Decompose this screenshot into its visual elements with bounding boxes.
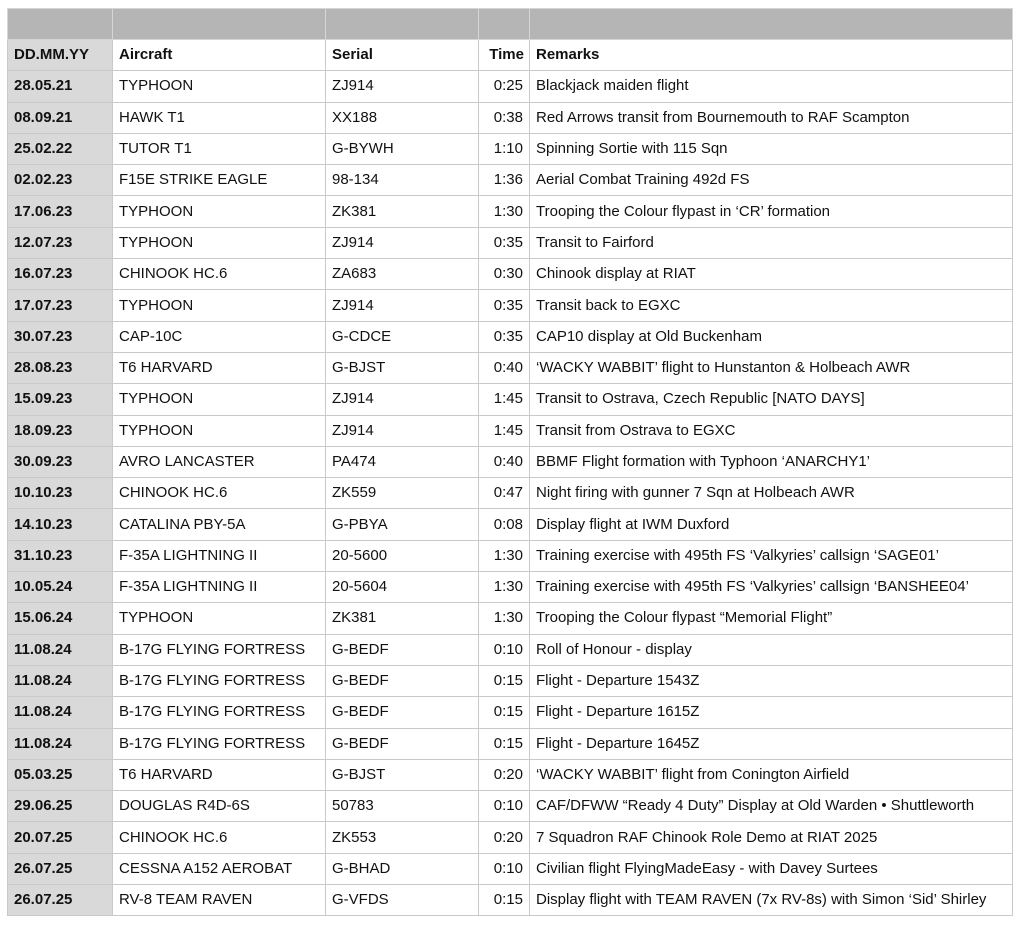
table-row	[8, 603, 1013, 634]
time-cell: 0:15	[479, 728, 530, 759]
time-cell: 0:35	[479, 321, 530, 352]
date-cell: 18.09.23	[8, 415, 113, 446]
table-row	[8, 697, 1013, 728]
date-cell: 11.08.24	[8, 697, 113, 728]
date-cell: 17.06.23	[8, 196, 113, 227]
table-row	[8, 259, 1013, 290]
serial-cell: G-BEDF	[326, 728, 479, 759]
time-cell: 1:45	[479, 384, 530, 415]
remarks-cell: Transit from Ostrava to EGXC	[530, 415, 1013, 446]
serial-cell: G-CDCE	[326, 321, 479, 352]
table-row	[8, 634, 1013, 665]
table-top-band	[8, 9, 1013, 40]
date-cell: 08.09.21	[8, 102, 113, 133]
time-cell: 0:20	[479, 759, 530, 790]
serial-cell: ZK381	[326, 196, 479, 227]
aircraft-cell: HAWK T1	[113, 102, 326, 133]
date-cell: 28.05.21	[8, 71, 113, 102]
date-cell: 16.07.23	[8, 259, 113, 290]
serial-cell: ZJ914	[326, 71, 479, 102]
aircraft-cell: B-17G FLYING FORTRESS	[113, 697, 326, 728]
remarks-cell: Transit back to EGXC	[530, 290, 1013, 321]
table-row	[8, 791, 1013, 822]
serial-cell: PA474	[326, 446, 479, 477]
aircraft-cell: CAP-10C	[113, 321, 326, 352]
remarks-cell: CAP10 display at Old Buckenham	[530, 321, 1013, 352]
aircraft-cell: CHINOOK HC.6	[113, 259, 326, 290]
time-cell: 1:30	[479, 603, 530, 634]
date-cell: 30.07.23	[8, 321, 113, 352]
date-cell: 11.08.24	[8, 728, 113, 759]
table-row	[8, 321, 1013, 352]
table-row	[8, 71, 1013, 102]
aircraft-cell: CHINOOK HC.6	[113, 478, 326, 509]
serial-cell: 20-5604	[326, 572, 479, 603]
serial-cell: ZJ914	[326, 290, 479, 321]
aircraft-cell: TYPHOON	[113, 603, 326, 634]
remarks-cell: Display flight with TEAM RAVEN (7x RV-8s) with Simon ‘Sid’ Shirley	[530, 885, 1013, 916]
remarks-cell: Spinning Sortie with 115 Sqn	[530, 133, 1013, 164]
remarks-cell: Red Arrows transit from Bournemouth to RAF Scampton	[530, 102, 1013, 133]
serial-cell: ZK559	[326, 478, 479, 509]
remarks-cell: Civilian flight FlyingMadeEasy - with Davey Surtees	[530, 853, 1013, 884]
time-cell: 0:15	[479, 665, 530, 696]
column-header-date: DD.MM.YY	[8, 40, 113, 71]
table-row	[8, 227, 1013, 258]
aircraft-cell: TYPHOON	[113, 290, 326, 321]
flight-log-table	[7, 8, 1013, 916]
flight-log-body	[8, 71, 1013, 916]
table-row	[8, 102, 1013, 133]
remarks-cell: Roll of Honour - display	[530, 634, 1013, 665]
remarks-cell: Flight - Departure 1615Z	[530, 697, 1013, 728]
aircraft-cell: DOUGLAS R4D-6S	[113, 791, 326, 822]
table-row	[8, 384, 1013, 415]
time-cell: 0:15	[479, 885, 530, 916]
remarks-cell: Flight - Departure 1645Z	[530, 728, 1013, 759]
table-row	[8, 759, 1013, 790]
date-cell: 15.09.23	[8, 384, 113, 415]
time-cell: 0:20	[479, 822, 530, 853]
aircraft-cell: F15E STRIKE EAGLE	[113, 165, 326, 196]
column-header-aircraft: Aircraft	[113, 40, 326, 71]
aircraft-cell: CATALINA PBY-5A	[113, 509, 326, 540]
aircraft-cell: CHINOOK HC.6	[113, 822, 326, 853]
date-cell: 25.02.22	[8, 133, 113, 164]
table-row	[8, 165, 1013, 196]
time-cell: 1:36	[479, 165, 530, 196]
remarks-cell: CAF/DFWW “Ready 4 Duty” Display at Old Warden • Shuttleworth	[530, 791, 1013, 822]
aircraft-cell: RV-8 TEAM RAVEN	[113, 885, 326, 916]
remarks-cell: Trooping the Colour flypast “Memorial Flight”	[530, 603, 1013, 634]
table-row	[8, 822, 1013, 853]
date-cell: 10.10.23	[8, 478, 113, 509]
time-cell: 0:35	[479, 227, 530, 258]
aircraft-cell: B-17G FLYING FORTRESS	[113, 634, 326, 665]
table-row	[8, 509, 1013, 540]
date-cell: 26.07.25	[8, 885, 113, 916]
time-cell: 0:40	[479, 446, 530, 477]
time-cell: 0:15	[479, 697, 530, 728]
serial-cell: 98-134	[326, 165, 479, 196]
aircraft-cell: T6 HARVARD	[113, 352, 326, 383]
aircraft-cell: TYPHOON	[113, 384, 326, 415]
remarks-cell: Transit to Ostrava, Czech Republic [NATO DAYS]	[530, 384, 1013, 415]
remarks-cell: Trooping the Colour flypast in ‘CR’ formation	[530, 196, 1013, 227]
aircraft-cell: TYPHOON	[113, 227, 326, 258]
date-cell: 14.10.23	[8, 509, 113, 540]
time-cell: 0:25	[479, 71, 530, 102]
remarks-cell: Flight - Departure 1543Z	[530, 665, 1013, 696]
remarks-cell: Aerial Combat Training 492d FS	[530, 165, 1013, 196]
aircraft-cell: TYPHOON	[113, 415, 326, 446]
table-row	[8, 540, 1013, 571]
serial-cell: ZA683	[326, 259, 479, 290]
aircraft-cell: TYPHOON	[113, 196, 326, 227]
aircraft-cell: B-17G FLYING FORTRESS	[113, 728, 326, 759]
table-row	[8, 572, 1013, 603]
serial-cell: ZK553	[326, 822, 479, 853]
remarks-cell: Training exercise with 495th FS ‘Valkyries’ callsign ‘BANSHEE04’	[530, 572, 1013, 603]
table-row	[8, 196, 1013, 227]
date-cell: 11.08.24	[8, 665, 113, 696]
column-header-serial: Serial	[326, 40, 479, 71]
serial-cell: ZJ914	[326, 227, 479, 258]
aircraft-cell: CESSNA A152 AEROBAT	[113, 853, 326, 884]
remarks-cell: Training exercise with 495th FS ‘Valkyries’ callsign ‘SAGE01’	[530, 540, 1013, 571]
time-cell: 1:45	[479, 415, 530, 446]
date-cell: 17.07.23	[8, 290, 113, 321]
band-cell	[479, 9, 530, 40]
serial-cell: 20-5600	[326, 540, 479, 571]
time-cell: 0:30	[479, 259, 530, 290]
column-header-remarks: Remarks	[530, 40, 1013, 71]
date-cell: 31.10.23	[8, 540, 113, 571]
remarks-cell: 7 Squadron RAF Chinook Role Demo at RIAT 2025	[530, 822, 1013, 853]
aircraft-cell: B-17G FLYING FORTRESS	[113, 665, 326, 696]
serial-cell: G-VFDS	[326, 885, 479, 916]
table-row	[8, 665, 1013, 696]
date-cell: 26.07.25	[8, 853, 113, 884]
band-cell	[8, 9, 113, 40]
table-row	[8, 478, 1013, 509]
serial-cell: G-BEDF	[326, 665, 479, 696]
aircraft-cell: T6 HARVARD	[113, 759, 326, 790]
time-cell: 1:30	[479, 572, 530, 603]
date-cell: 20.07.25	[8, 822, 113, 853]
time-cell: 0:38	[479, 102, 530, 133]
aircraft-cell: TUTOR T1	[113, 133, 326, 164]
band-cell	[113, 9, 326, 40]
date-cell: 28.08.23	[8, 352, 113, 383]
serial-cell: 50783	[326, 791, 479, 822]
date-cell: 29.06.25	[8, 791, 113, 822]
time-cell: 0:47	[479, 478, 530, 509]
table-row	[8, 290, 1013, 321]
serial-cell: ZJ914	[326, 384, 479, 415]
time-cell: 1:10	[479, 133, 530, 164]
aircraft-cell: AVRO LANCASTER	[113, 446, 326, 477]
serial-cell: G-BJST	[326, 759, 479, 790]
remarks-cell: BBMF Flight formation with Typhoon ‘ANARCHY1’	[530, 446, 1013, 477]
serial-cell: XX188	[326, 102, 479, 133]
remarks-cell: Display flight at IWM Duxford	[530, 509, 1013, 540]
table-row	[8, 415, 1013, 446]
column-header-time: Time	[479, 40, 530, 71]
remarks-cell: Transit to Fairford	[530, 227, 1013, 258]
table-row	[8, 853, 1013, 884]
time-cell: 0:10	[479, 634, 530, 665]
aircraft-cell: F-35A LIGHTNING II	[113, 572, 326, 603]
band-cell	[530, 9, 1013, 40]
date-cell: 10.05.24	[8, 572, 113, 603]
table-row	[8, 133, 1013, 164]
date-cell: 12.07.23	[8, 227, 113, 258]
date-cell: 15.06.24	[8, 603, 113, 634]
remarks-cell: ‘WACKY WABBIT’ flight to Hunstanton & Holbeach AWR	[530, 352, 1013, 383]
remarks-cell: Chinook display at RIAT	[530, 259, 1013, 290]
remarks-cell: ‘WACKY WABBIT’ flight from Conington Airfield	[530, 759, 1013, 790]
date-cell: 02.02.23	[8, 165, 113, 196]
date-cell: 05.03.25	[8, 759, 113, 790]
table-row	[8, 352, 1013, 383]
remarks-cell: Blackjack maiden flight	[530, 71, 1013, 102]
serial-cell: G-BEDF	[326, 697, 479, 728]
serial-cell: G-BEDF	[326, 634, 479, 665]
date-cell: 11.08.24	[8, 634, 113, 665]
column-header-row	[8, 40, 1013, 71]
serial-cell: ZJ914	[326, 415, 479, 446]
serial-cell: G-BYWH	[326, 133, 479, 164]
serial-cell: G-BJST	[326, 352, 479, 383]
table-row	[8, 728, 1013, 759]
date-cell: 30.09.23	[8, 446, 113, 477]
table-row	[8, 885, 1013, 916]
band-cell	[326, 9, 479, 40]
serial-cell: ZK381	[326, 603, 479, 634]
aircraft-cell: TYPHOON	[113, 71, 326, 102]
serial-cell: G-BHAD	[326, 853, 479, 884]
remarks-cell: Night firing with gunner 7 Sqn at Holbeach AWR	[530, 478, 1013, 509]
time-cell: 0:40	[479, 352, 530, 383]
time-cell: 0:35	[479, 290, 530, 321]
time-cell: 0:10	[479, 791, 530, 822]
serial-cell: G-PBYA	[326, 509, 479, 540]
time-cell: 1:30	[479, 196, 530, 227]
table-row	[8, 446, 1013, 477]
aircraft-cell: F-35A LIGHTNING II	[113, 540, 326, 571]
time-cell: 1:30	[479, 540, 530, 571]
time-cell: 0:10	[479, 853, 530, 884]
time-cell: 0:08	[479, 509, 530, 540]
